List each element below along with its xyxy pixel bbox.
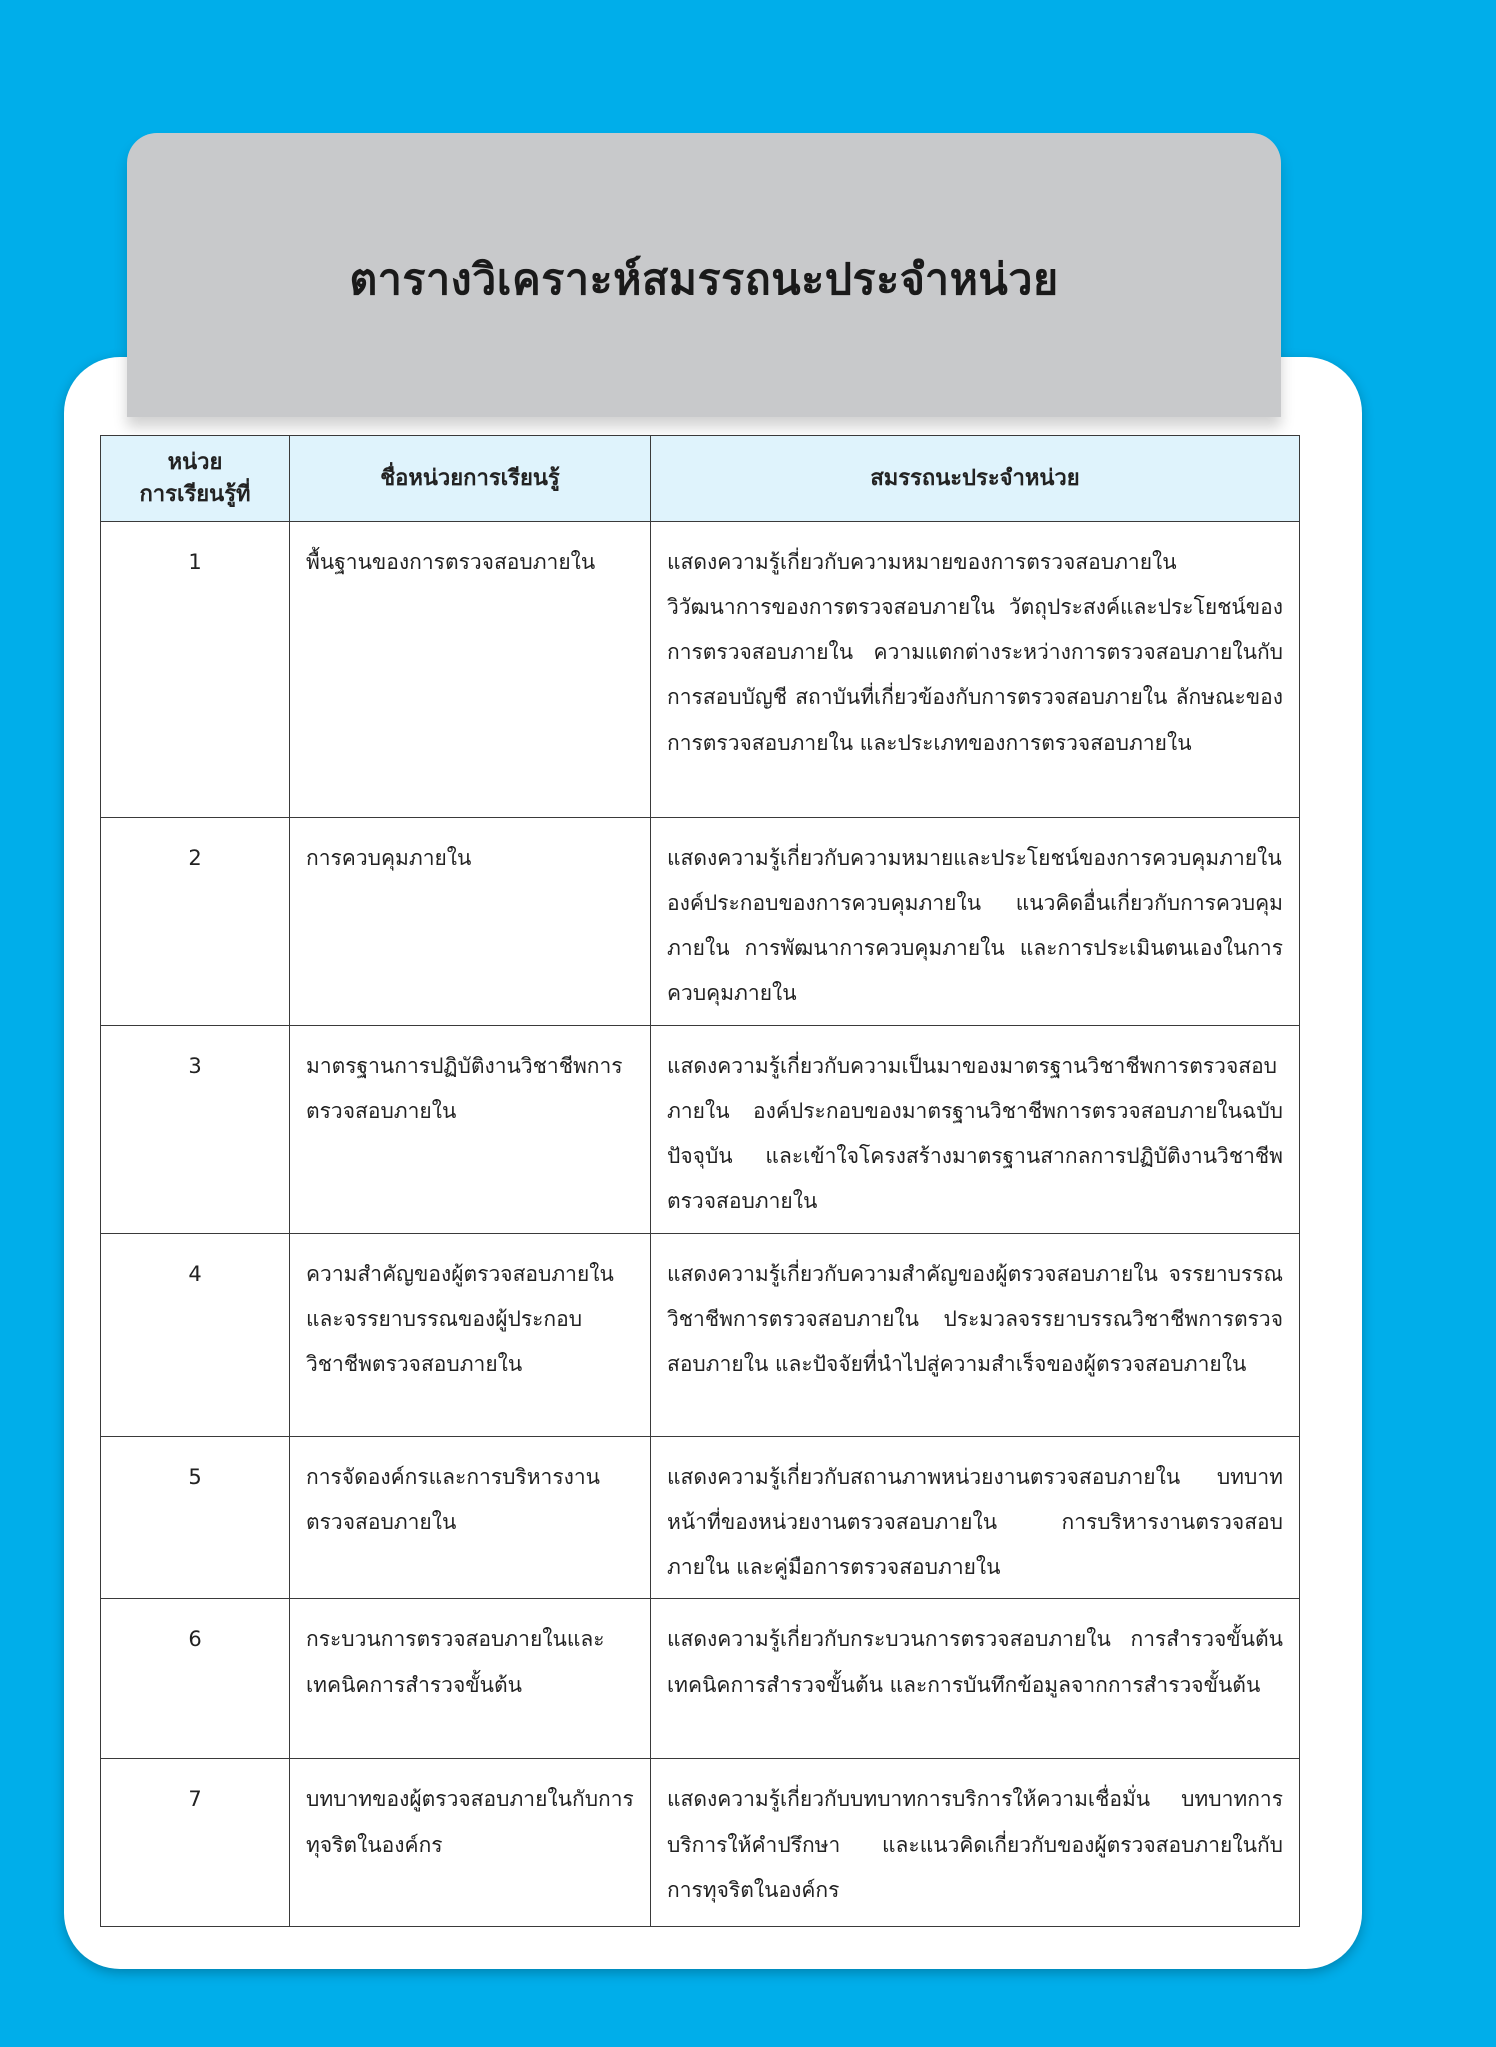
unit-name: การจัดองค์กรและการบริหารงานตรวจสอบภายใน (290, 1437, 651, 1599)
unit-competency: แสดงความรู้เกี่ยวกับความหมายและประโยชน์ของการควบคุมภายใน องค์ประกอบของการควบคุมภายใน แนวคิดอื่นเกี่ยวกับการควบคุมภายใน การพัฒนาการควบคุมภายใน และการประเมินตนเองในการควบคุมภายใน (651, 818, 1300, 1026)
unit-name: บทบาทของผู้ตรวจสอบภายในกับการทุจริตในองค์กร (290, 1759, 651, 1927)
unit-number: 6 (101, 1599, 290, 1759)
table-row (101, 1759, 1300, 1927)
table-row (101, 1026, 1300, 1234)
unit-competency: แสดงความรู้เกี่ยวกับสถานภาพหน่วยงานตรวจสอบภายใน บทบาทหน้าที่ของหน่วยงานตรวจสอบภายใน การบริหารงานตรวจสอบภายใน และคู่มือการตรวจสอบภายใน (651, 1437, 1300, 1599)
unit-competency: แสดงความรู้เกี่ยวกับบทบาทการบริการให้ความเชื่อมั่น บทบาทการบริการให้คำปรึกษา และแนวคิดเกี่ยวกับของผู้ตรวจสอบภายในกับการทุจริตในองค์กร (651, 1759, 1300, 1927)
unit-number: 4 (101, 1234, 290, 1437)
unit-number: 7 (101, 1759, 290, 1927)
header-competency: สมรรถนะประจำหน่วย (651, 436, 1300, 522)
table-row (101, 818, 1300, 1026)
unit-name: พื้นฐานของการตรวจสอบภายใน (290, 522, 651, 818)
unit-competency: แสดงความรู้เกี่ยวกับความหมายของการตรวจสอบภายใน วิวัฒนาการของการตรวจสอบภายใน วัตถุประสงค์และประโยชน์ของการตรวจสอบภายใน ความแตกต่างระหว่างการตรวจสอบภายในกับการสอบบัญชี สถาบันที่เกี่ยวข้องกับการตรวจสอบภายใน ลักษณะของการตรวจสอบภายใน และประเภทของการตรวจสอบภายใน (651, 522, 1300, 818)
unit-competency: แสดงความรู้เกี่ยวกับกระบวนการตรวจสอบภายใน การสำรวจขั้นต้น เทคนิคการสำรวจขั้นต้น และการบันทึกข้อมูลจากการสำรวจขั้นต้น (651, 1599, 1300, 1759)
header-unit-number-line1: หน่วย (167, 449, 223, 475)
header-unit-name: ชื่อหน่วยการเรียนรู้ (290, 436, 651, 522)
page-title: ตารางวิเคราะห์สมรรถนะประจำหน่วย (349, 255, 1059, 305)
unit-number: 5 (101, 1437, 290, 1599)
header-unit-number (101, 436, 290, 522)
unit-number: 3 (101, 1026, 290, 1234)
table-row (101, 522, 1300, 818)
table-row (101, 1437, 1300, 1599)
header-unit-number-line2: การเรียนรู้ที่ (139, 481, 251, 507)
unit-competency: แสดงความรู้เกี่ยวกับความสำคัญของผู้ตรวจสอบภายใน จรรยาบรรณวิชาชีพการตรวจสอบภายใน ประมวลจรรยาบรรณวิชาชีพการตรวจสอบภายใน และปัจจัยที่นำไปสู่ความสำเร็จของผู้ตรวจสอบภายใน (651, 1234, 1300, 1437)
unit-name: ความสำคัญของผู้ตรวจสอบภายในและจรรยาบรรณของผู้ประกอบวิชาชีพตรวจสอบภายใน (290, 1234, 651, 1437)
title-banner (127, 133, 1281, 417)
unit-competency: แสดงความรู้เกี่ยวกับความเป็นมาของมาตรฐานวิชาชีพการตรวจสอบภายใน องค์ประกอบของมาตรฐานวิชาชีพการตรวจสอบภายในฉบับปัจจุบัน และเข้าใจโครงสร้างมาตรฐานสากลการปฏิบัติงานวิชาชีพตรวจสอบภายใน (651, 1026, 1300, 1234)
unit-name: การควบคุมภายใน (290, 818, 651, 1026)
unit-name: มาตรฐานการปฏิบัติงานวิชาชีพการตรวจสอบภายใน (290, 1026, 651, 1234)
competency-table (100, 435, 1300, 1927)
unit-name: กระบวนการตรวจสอบภายในและเทคนิคการสำรวจขั้นต้น (290, 1599, 651, 1759)
unit-number: 1 (101, 522, 290, 818)
table-header-row (101, 436, 1300, 522)
table-row (101, 1599, 1300, 1759)
unit-number: 2 (101, 818, 290, 1026)
table-row (101, 1234, 1300, 1437)
